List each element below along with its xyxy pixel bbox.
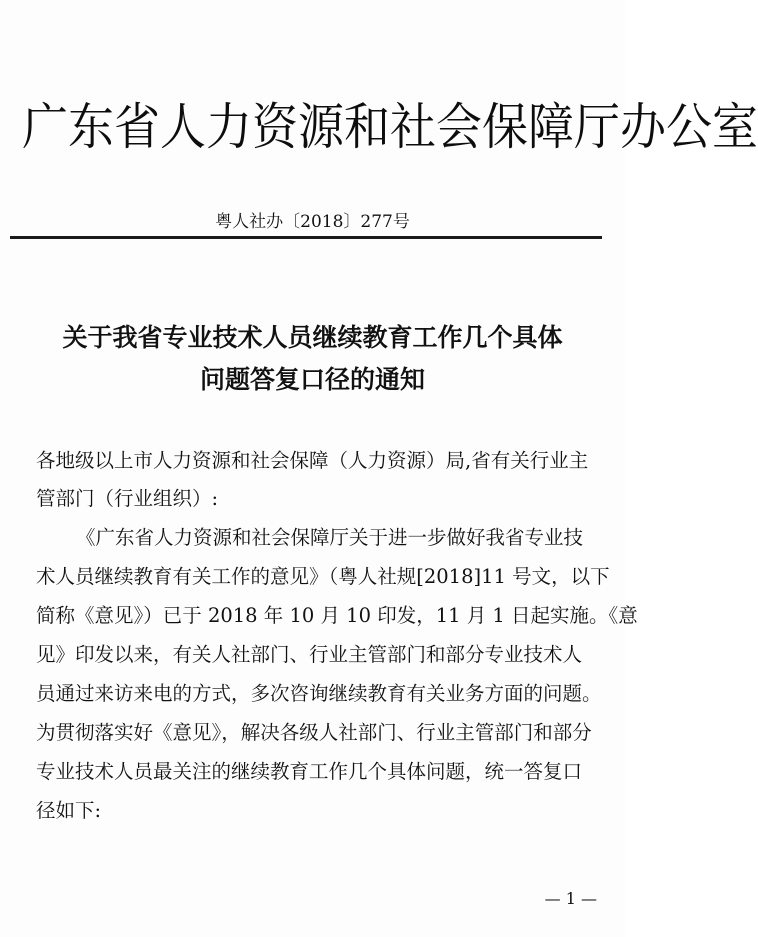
body-text-line: 管部门（行业组织）: (36, 487, 219, 510)
document-number: 粤人社办〔2018〕277号 (215, 212, 410, 232)
body-text-line: 见》印发以来，有关人社部门、行业主管部门和部分专业技术人 (36, 643, 583, 666)
body-text-line: 术人员继续教育有关工作的意见》（粤人社规[2018]11 号文，以下 (36, 565, 610, 588)
body-text-line: 员通过来访来电的方式，多次咨询继续教育有关业务方面的问题。 (36, 682, 602, 705)
notice-title-line-1: 关于我省专业技术人员继续教育工作几个具体 (62, 323, 563, 352)
body-text-line: 为贯彻落实好《意见》，解决各级人社部门、行业主管部门和部分 (36, 721, 592, 744)
notice-title-line-2: 问题答复口径的通知 (199, 365, 425, 394)
page-number: — 1 — (544, 889, 597, 908)
issuing-office-title: 广东省人力资源和社会保障厅办公室 (22, 98, 758, 156)
body-text-line: 径如下: (36, 799, 102, 822)
body-text-line: 专业技术人员最关注的继续教育工作几个具体问题，统一答复口 (36, 760, 583, 783)
body-text-line: 简称《意见》）已于 2018 年 10 月 10 印发，11 月 1 日起实施。《意 (36, 604, 638, 627)
body-text-line: 各地级以上市人力资源和社会保障（人力资源）局,省有关行业主 (36, 449, 589, 472)
header-divider-line (10, 236, 602, 239)
body-text-line: 《广东省人力资源和社会保障厅关于进一步做好我省专业技 (76, 526, 584, 549)
